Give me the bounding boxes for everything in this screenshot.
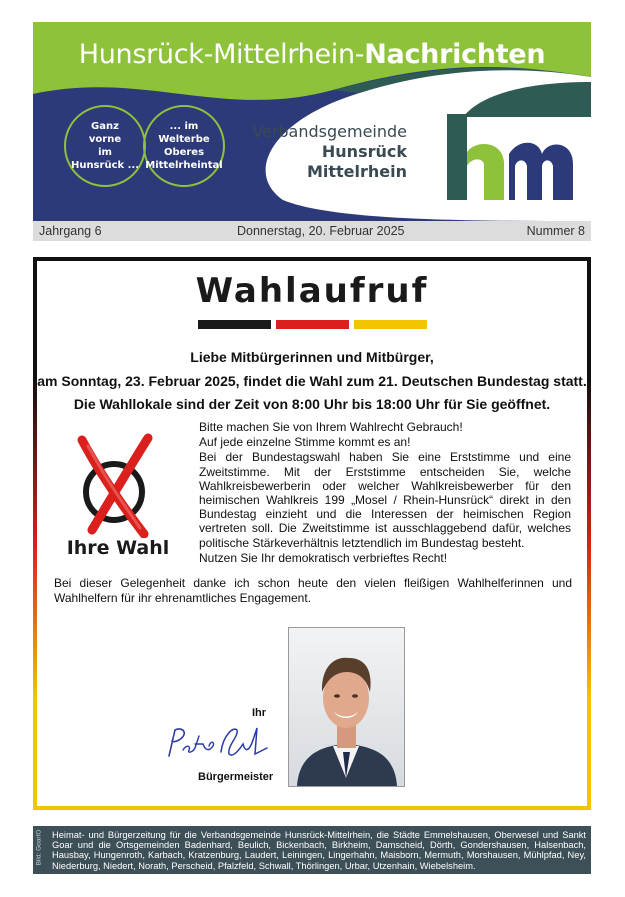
issue-info-bar: [33, 221, 591, 241]
slogan-circle-right: ... im Welterbe Oberes Mittelrheintal: [143, 105, 225, 187]
flag-stripe-red: [276, 320, 349, 329]
signer-role: Bürgermeister: [198, 771, 274, 783]
hm-logo-icon: [447, 114, 577, 202]
paragraph: Bei der Bundestagswahl haben Sie eine Erststimme und eine Zweitstimme. Mit der Erststimme entscheiden Sie, welche Wahlkreisbewerberin oder welcher Wahlkreisbewerber für den heimischen Wahlkreis 199 „Mosel / Rhein-Hunsrück“ direkt in den Bundestag einzieht und die Interessen der heimischen Region vertreten soll. Die Zweitstimme ist ausschlaggebend dafür, welches politische Stärkeverhältnis letztendlich im Bundestag besteht.: [199, 450, 571, 550]
closing: Ihr: [252, 707, 267, 719]
greeting: Liebe Mitbürgerinnen und Mitbürger,: [190, 349, 434, 365]
flag-stripe-gold: [354, 320, 427, 329]
portrait-photo: [288, 627, 405, 787]
vg-line3: Mittelrhein: [306, 162, 407, 181]
ballot-cross-icon: [58, 430, 178, 538]
issue-number: Nummer 8: [526, 224, 585, 238]
issue-date: Donnerstag, 20. Februar 2025: [237, 224, 405, 238]
signature-icon: [163, 722, 273, 766]
paragraph: Auf jede einzelne Stimme kommt es an!: [199, 435, 411, 450]
masthead: [33, 22, 591, 221]
slogan-circle-left: Ganz vorne im Hunsrück ...: [64, 105, 146, 187]
photo-credit: Bild: GoarIO: [35, 829, 43, 866]
newspaper-title: Hunsrück-Mittelrhein-Nachrichten: [78, 39, 546, 70]
footer-description: Heimat- und Bürgerzeitung für die Verbandsgemeinde Hunsrück-Mittelrhein, die Städte Emmelshausen, Oberwesel und Sankt Goar und die Ortsgemeinden Badenhard, Beulich, Bickenbach, Birkheim, Damscheid, Dörth, Gondershausen, Halsenbach, Hausbay, Hungenroth, Karbach, Kratzenburg, Laudert, Leiningen, Lingerhahn, Maisborn, Mermuth, Morshausen, Mühlpfad, Ney, Niederburg, Niedert, Norath, Perscheid, Pfalzfeld, Schwall, Thörlingen, Urbar, Utzenhain, Wiebelsheim.: [52, 830, 586, 871]
municipality-name: [252, 122, 407, 182]
footer: [33, 826, 591, 874]
portrait-illustration: [289, 628, 404, 786]
headline: Wahlaufruf: [195, 271, 429, 311]
election-date-line: am Sonntag, 23. Februar 2025, findet die Wahl zum 21. Deutschen Bundestag statt.: [37, 373, 587, 389]
issue-volume: Jahrgang 6: [39, 224, 102, 238]
paragraph: Bitte machen Sie von Ihrem Wahlrecht Gebrauch!: [199, 420, 463, 434]
thanks-paragraph: Bei dieser Gelegenheit danke ich schon heute den vielen fleißigen Wahlhelferinnen und Wahlhelfern für ihr ehrenamtliches Engagement.: [54, 576, 572, 605]
polling-hours-line: Die Wahllokale sind der Zeit von 8:00 Uhr bis 18:00 Uhr für Sie geöffnet.: [73, 396, 551, 412]
article-body: [199, 420, 571, 566]
paragraph: Nutzen Sie Ihr demokratisch verbrieftes Recht!: [199, 550, 448, 565]
vg-line1: Verbandsgemeinde: [252, 122, 407, 141]
vg-line2: Hunsrück: [321, 142, 407, 161]
flag-stripe-black: [198, 320, 271, 329]
graphic-label: Ihre Wahl: [66, 537, 170, 559]
